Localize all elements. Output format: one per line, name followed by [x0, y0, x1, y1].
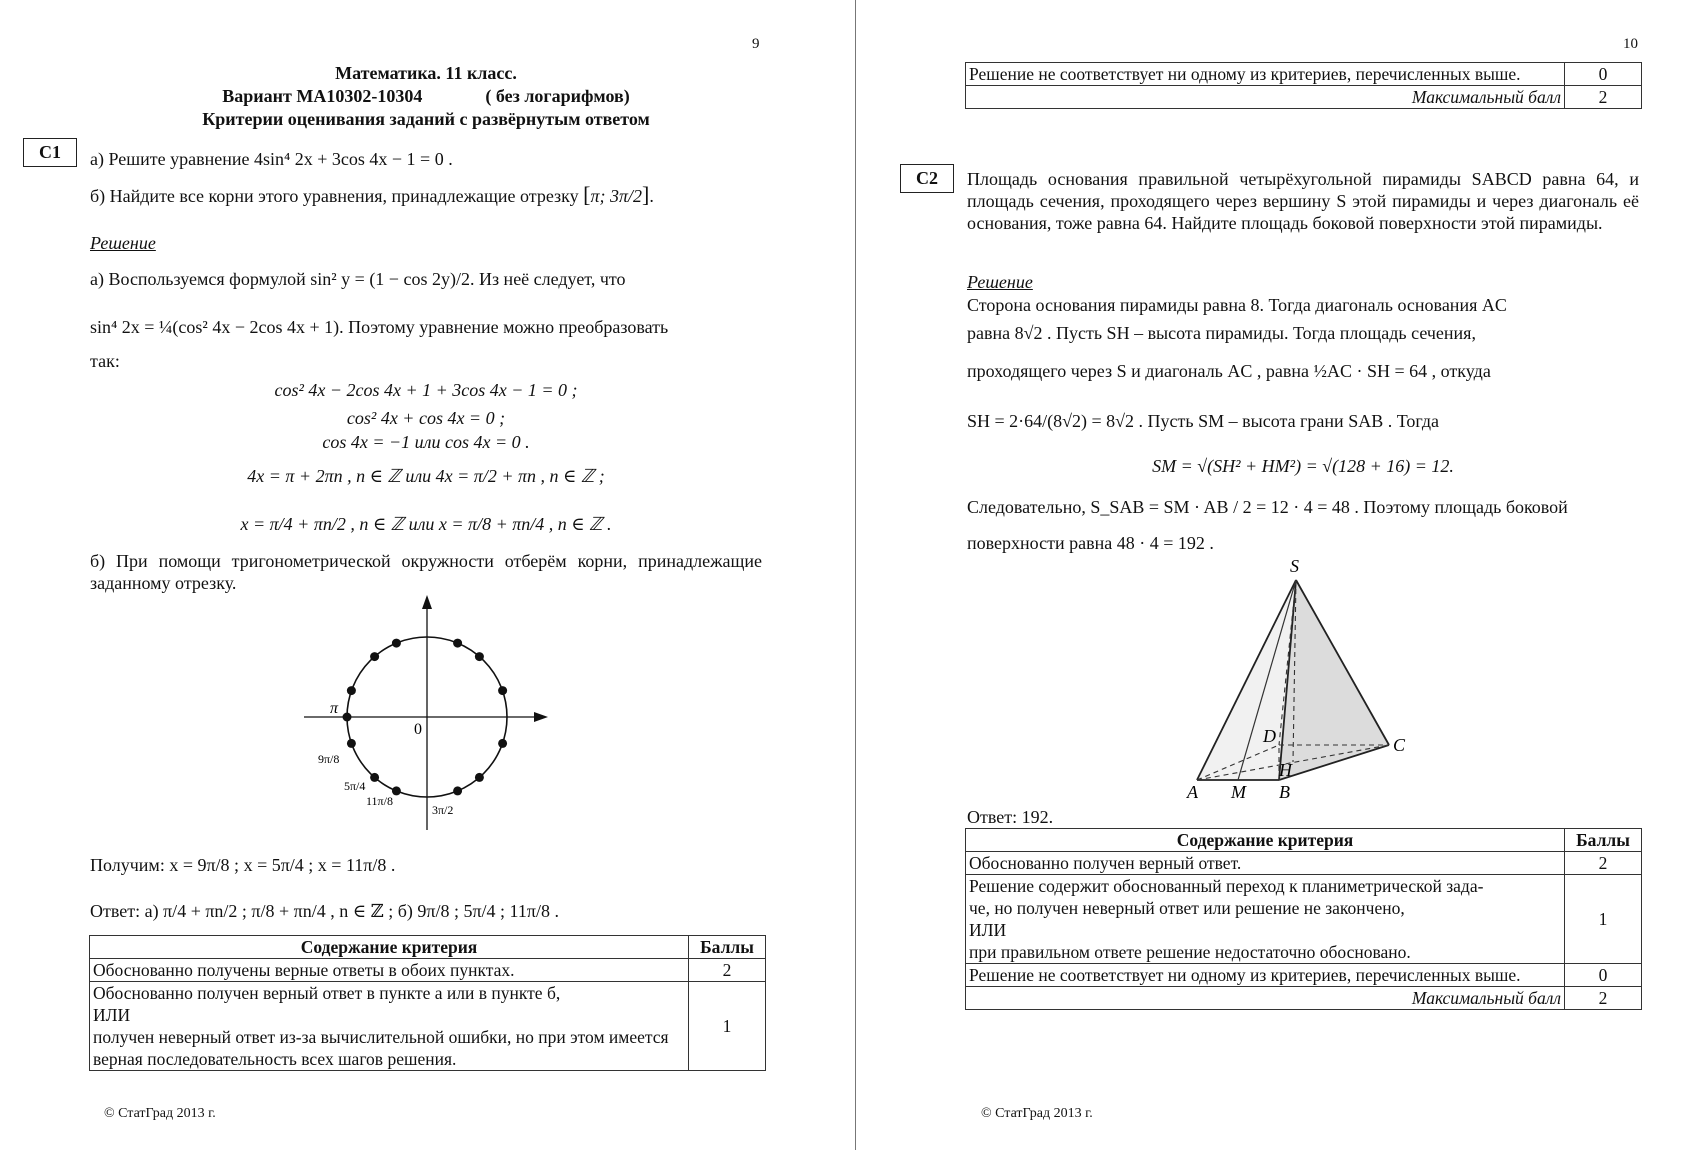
label-3pi-2: 3π/2	[432, 803, 454, 817]
equation-2: cos² 4x + cos 4x = 0 ;	[346, 408, 506, 428]
col-criterion: Содержание критерия	[90, 936, 689, 959]
page-divider	[855, 0, 856, 1150]
header-title: Математика. 11 класс.	[335, 63, 517, 83]
solution-a-line3: так:	[90, 351, 120, 371]
label-pi: π	[330, 700, 339, 717]
point-m: M	[1231, 782, 1246, 802]
equation-1: cos² 4x − 2cos 4x + 1 + 3cos 4x − 1 = 0 ;	[274, 380, 578, 400]
circle-point	[392, 786, 401, 795]
solution-line-1: Сторона основания пирамиды равна 8. Тогда диагональ основания AC	[967, 295, 1507, 315]
vertex-c: C	[1393, 735, 1406, 755]
criterion-points: 2	[689, 959, 766, 982]
circle-point	[475, 773, 484, 782]
vertex-b: B	[1279, 782, 1290, 802]
solution-line-4: SH = 2·64/(8√2) = 8√2 . Пусть SM – высота грани SAB . Тогда	[967, 411, 1439, 431]
vertex-s: S	[1290, 556, 1299, 576]
table-row	[966, 852, 1642, 875]
label-5pi-4: 5π/4	[344, 779, 366, 793]
task-b-text: б) Найдите все корни этого уравнения, принадлежащие отрезку [π; 3π/2].	[90, 182, 654, 207]
table-row	[966, 875, 1642, 964]
solution-a-intro: а) Воспользуемся формулой sin² y = (1 − cos 2y)/2. Из неё следует, что	[90, 269, 626, 289]
label-9pi-8: 9π/8	[318, 752, 340, 766]
criterion-points: 0	[1565, 63, 1642, 86]
solution-line-3: проходящего через S и диагональ AC , равна ½AC · SH = 64 , откуда	[967, 361, 1491, 381]
page-header	[90, 62, 762, 131]
table-row	[966, 987, 1642, 1010]
circle-point	[370, 773, 379, 782]
footer-copyright: © СтатГрад 2013 г.	[981, 1106, 1093, 1121]
task-b-interval: π; 3π/2	[590, 186, 642, 206]
answer-c1: Ответ: а) π/4 + πn/2 ; π/8 + πn/4 , n ∈ ℤ ; б) 9π/8 ; 5π/4 ; 11π/8 .	[90, 901, 559, 921]
criterion-points: 2	[1565, 852, 1642, 875]
label-zero: 0	[414, 721, 422, 738]
criterion-text: Решение не соответствует ни одному из критериев, перечисленных выше.	[966, 63, 1565, 86]
criterion-text: Решение не соответствует ни одному из критериев, перечисленных выше.	[966, 964, 1565, 987]
table-row	[90, 982, 766, 1071]
footer-copyright: © СтатГрад 2013 г.	[104, 1106, 216, 1121]
criteria-table-c1	[89, 935, 766, 1071]
page-number: 10	[1623, 36, 1638, 52]
circle-point	[343, 713, 352, 722]
obtained-roots: Получим: x = 9π/8 ; x = 5π/4 ; x = 11π/8 .	[90, 855, 396, 875]
right-page	[857, 0, 1706, 1150]
solution-line-6: поверхности равна 48 · 4 = 192 .	[967, 533, 1214, 553]
circle-point	[498, 739, 507, 748]
equation-4: 4x = π + 2πn , n ∈ ℤ или 4x = π/2 + πn , n ∈ ℤ ;	[247, 466, 605, 486]
col-points: Баллы	[689, 936, 766, 959]
circle-point	[498, 686, 507, 695]
point-h: H	[1279, 760, 1292, 780]
table-header-row	[90, 936, 766, 959]
solution-equation: SM = √(SH² + HM²) = √(128 + 16) = 12.	[1152, 456, 1454, 476]
y-axis	[422, 595, 432, 830]
max-score-value: 2	[1565, 987, 1642, 1010]
pyramid-figure	[1167, 552, 1487, 808]
table-row	[966, 964, 1642, 987]
criterion-text: Обоснованно получены верные ответы в обоих пунктах.	[90, 959, 689, 982]
criteria-table-c1-cont	[965, 62, 1642, 109]
criterion-points: 0	[1565, 964, 1642, 987]
task-label-c2: С2	[900, 164, 954, 193]
equation-3: cos 4x = −1 или cos 4x = 0 .	[322, 432, 530, 452]
solution-line-5: Следовательно, S_SAB = SM · AB / 2 = 12 · 4 = 48 . Поэтому площадь боковой	[967, 497, 1568, 517]
header-variant: Вариант МА10302-10304 ( без логарифмов)	[222, 86, 630, 106]
circle-point	[453, 639, 462, 648]
vertex-d: D	[1263, 726, 1276, 746]
trig-circle-figure	[290, 590, 560, 840]
solution-label: Решение	[90, 233, 156, 253]
criterion-text: Решение содержит обоснованный переход к планиметрической зада- че, но получен неверный ответ или решение не закончено, ИЛИ при правильном ответе решение недостаточно обосновано.	[966, 875, 1565, 964]
criterion-points: 1	[1565, 875, 1642, 964]
solution-b-text: б) При помощи тригонометрической окружности отберём корни, принадлежащие заданному отрезку.	[90, 551, 762, 593]
vertex-a: A	[1187, 782, 1198, 802]
criterion-points: 1	[689, 982, 766, 1071]
col-criterion: Содержание критерия	[966, 829, 1565, 852]
circle-point	[475, 652, 484, 661]
criterion-text: Обоснованно получен верный ответ.	[966, 852, 1565, 875]
circle-point	[392, 639, 401, 648]
table-row	[90, 959, 766, 982]
table-header-row	[966, 829, 1642, 852]
circle-point	[453, 786, 462, 795]
solution-line-2: равна 8√2 . Пусть SH – высота пирамиды. Тогда площадь сечения,	[967, 323, 1476, 343]
max-score-label: Максимальный балл	[966, 987, 1565, 1010]
criterion-text: Обоснованно получен верный ответ в пункте а или в пункте б, ИЛИ получен неверный ответ из-за вычислительной ошибки, но при этом имеется верная последовательность всех шагов решения.	[90, 982, 689, 1071]
task-a-text: а) Решите уравнение 4sin⁴ 2x + 3cos 4x − 1 = 0 .	[90, 149, 453, 169]
col-points: Баллы	[1565, 829, 1642, 852]
criteria-table-c2	[965, 828, 1642, 1010]
header-subtitle: Критерии оценивания заданий с развёрнутым ответом	[202, 109, 650, 129]
solution-label: Решение	[967, 272, 1033, 292]
max-score-value: 2	[1565, 86, 1642, 109]
circle-point	[370, 652, 379, 661]
circle-point	[347, 686, 356, 695]
answer-c2: Ответ: 192.	[967, 807, 1054, 827]
table-row	[966, 63, 1642, 86]
label-11pi-8: 11π/8	[366, 794, 393, 808]
solution-a-line2: sin⁴ 2x = ¼(cos² 4x − 2cos 4x + 1). Поэтому уравнение можно преобразовать	[90, 317, 669, 337]
equation-5: x = π/4 + πn/2 , n ∈ ℤ или x = π/8 + πn/4 , n ∈ ℤ .	[240, 514, 612, 534]
x-axis	[304, 712, 548, 722]
circle-point	[347, 739, 356, 748]
table-row	[966, 86, 1642, 109]
task-c2-text: Площадь основания правильной четырёхугольной пирамиды SABCD равна 64, и площадь сечения, проходящего через вершину S этой пирамиды и через диагональ её основания, тоже равна 64. Найдите площадь боковой поверхности этой пирамиды.	[967, 169, 1639, 233]
page-number: 9	[752, 36, 760, 52]
max-score-label: Максимальный балл	[966, 86, 1565, 109]
task-label-c1: С1	[23, 138, 77, 167]
